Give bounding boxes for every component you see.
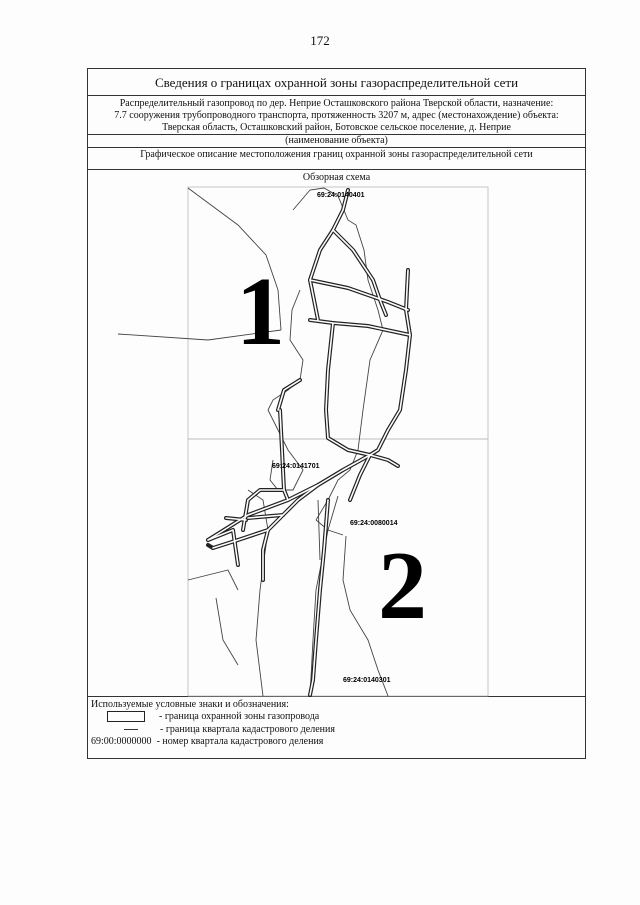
map-caption: Обзорная схема bbox=[302, 172, 371, 183]
page-title: Сведения о границах охранной зоны газораспределительной сети bbox=[88, 69, 585, 96]
boundary-line-icon bbox=[124, 729, 138, 730]
legend-text: - граница охранной зоны газопровода bbox=[159, 711, 320, 722]
legend-item-quarter-number bbox=[91, 736, 323, 748]
legend-text: - номер квартала кадастрового деления bbox=[156, 736, 324, 747]
object-description bbox=[88, 96, 585, 135]
legend-text: - граница квартала кадастрового деления bbox=[160, 724, 335, 735]
zone-symbol-icon bbox=[107, 711, 145, 722]
graphic-title: Графическое описание местоположения границ охранной зоны газораспределительной сети bbox=[88, 148, 585, 170]
legend-item-zone bbox=[91, 711, 319, 723]
overview-map bbox=[88, 170, 585, 697]
legend-title: Используемые условные знаки и обозначения: bbox=[91, 699, 289, 710]
sheet-label-2: 2 bbox=[378, 532, 427, 640]
page-number: 172 bbox=[310, 33, 330, 48]
quarter-label: 69:24:0141701 bbox=[272, 463, 320, 470]
sheet-label-1: 1 bbox=[236, 258, 285, 366]
info-frame bbox=[87, 68, 586, 759]
description-line: 7.7 сооружения трубопроводного транспорта, протяженность 3207 м, адрес (местонахождение) объекта: bbox=[114, 110, 559, 121]
map-drawing bbox=[88, 170, 585, 697]
legend-item-quarter-boundary bbox=[91, 724, 335, 736]
quarter-label: 69:24:0140401 bbox=[317, 192, 365, 199]
quarter-label: 69:24:0140301 bbox=[343, 677, 391, 684]
object-caption: (наименование объекта) bbox=[88, 135, 585, 148]
legend-code: 69:00:0000000 bbox=[91, 736, 152, 747]
description-line: Распределительный газопровод по дер. Неприе Осташковского района Тверской области, назначение: bbox=[119, 98, 554, 109]
description-line: Тверская область, Осташковский район, Ботовское сельское поселение, д. Неприе bbox=[162, 122, 511, 133]
sheet-frames bbox=[188, 187, 488, 696]
quarter-label: 69:24:0080014 bbox=[350, 520, 398, 527]
